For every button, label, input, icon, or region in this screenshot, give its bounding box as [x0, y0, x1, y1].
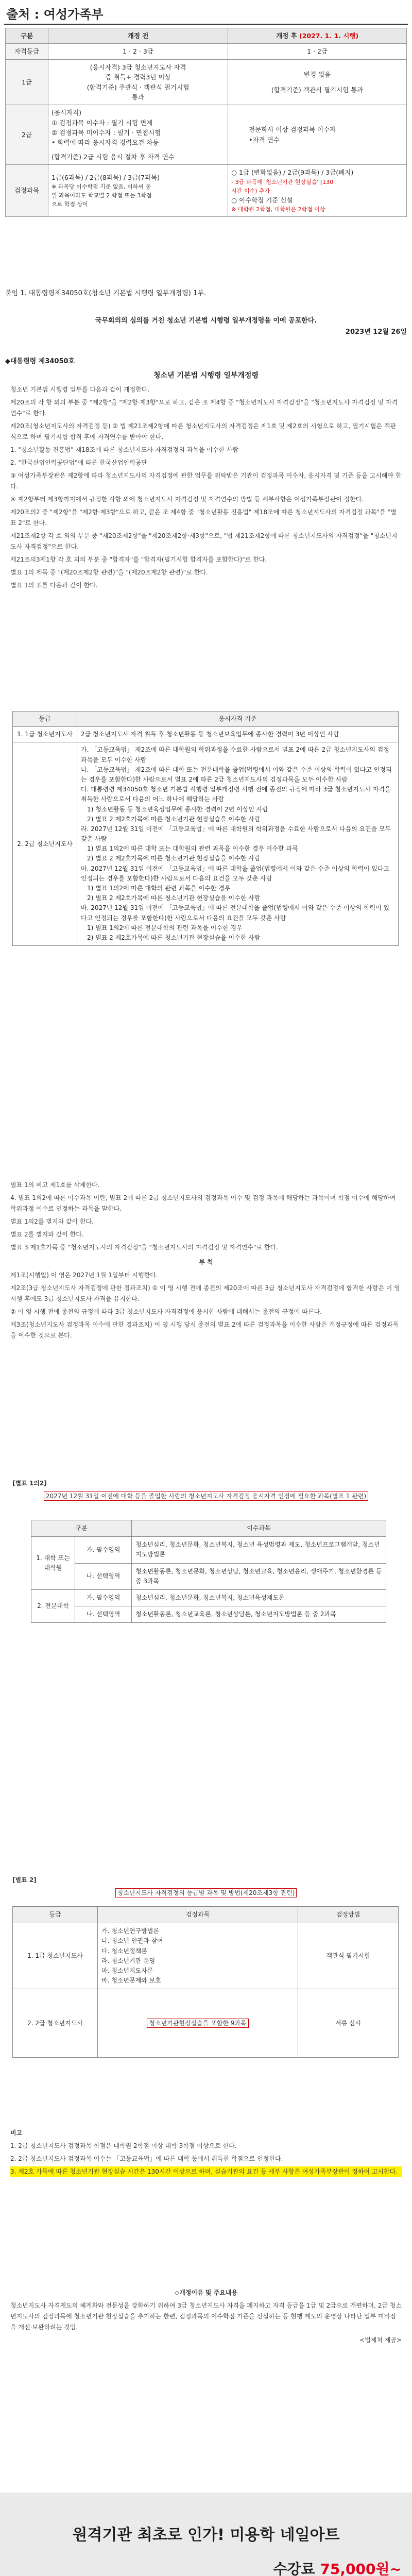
row-new: ○ 1급 (변화없음) / 2급(9과목) / 3급(폐지) - 3급 과목에 '청소년기관 현장실습' (130 시간 이수) 추가 ○ 이수학점 기준 신설 ※ 대학원 2학점, 대학원은 2학점 이상 — [228, 165, 407, 217]
table3 — [12, 1906, 399, 2058]
grade-criteria: 2급 청소년지도사 자격 취득 후 청소년활동 등 청소년보육업무에 종사한 경력이 3년 이상인 사람 — [77, 727, 399, 742]
attachment-note: 붙임 1. 대통령령제34050호(청소년 기본법 시행령 일부개정령) 1부. — [5, 290, 206, 297]
col-group: 구분 — [31, 1520, 132, 1537]
row-new: 1 · 2급 — [228, 44, 407, 59]
method: 서류 심사 — [298, 1989, 399, 2058]
grade-criteria: 가. 「고등교육법」 제2조에 따른 대학원의 학위과정을 수료한 사람으로서 별표 2에 따른 2급 청소년지도사의 검정과목을 모두 이수한 사람 나. 「고등교육법」 제2조에 따른 대학 또는 전문대학을 졸업(법령에서 이와 같은 수준 이상의 학력이 있다고 인정되는 경우를 포함한다)한 사람으로서 별표 2에 따른 2급 청소년지도사의 검정과목을 모두 이수한 사람 다. 대통령령 제34050호 청소년 기본법 시행령 일부개정령 시행 전에 종전의 규정에 따라 3급 청소년지도사 자격을 취득한 사람으로서 다음의 어느 하나에 해당하는 사람 1) 청소년활동 등 청소년육성업무에 종사한 경력이 2년 이상인 사람 2) 별표 2 제2호가목에 따른 청소년기관 현장실습을 이수한 사람 라. 2027년 12월 31일 이전에 「고등교육법」에 따른 대학원의 학위과정을 수료한 사람으로서 다음의 요건을 모두 갖춘 사람 1) 별표 1의2에 따른 대학 또는 대학원의 관련 과목을 이수한 경우 이수한 과목 2) 별표 2 제2호가목에 따른 청소년기관 현장실습을 이수한 사람 마. 2027년 12월 31일 이전에 「고등교육법」에 따른 대학을 졸업(법령에서 이와 같은 수준 이상의 학력이 있다고 인정되는 경우를 포함한다)한 사람으로서 다음의 요건을 모두 갖춘 사람 1) 별표 1의2에 따른 대학의 관련 과목을 이수한 경우 2) 별표 2 제2호가목에 따른 청소년기관 현장실습을 이수한 사람 바. 2027년 12월 31일 이전에 「고등교육법」에 따른 전문대학을 졸업(법령에서 이와 같은 수준 이상의 학력이 있다고 인정되는 경우를 포함한다)한 사람으로서 다음의 요건을 모두 갖춘 사람 1) 별표 1의2에 따른 전문대학의 관련 과목을 이수한 경우 2) 별표 2 제2호가목에 따른 청소년기관 현장실습을 이수한 사람 — [77, 742, 399, 946]
remarks: 비고 1. 2급 청소년지도사 검정과목 학점은 대학원 2학점 이상 대학 3학점 이상으로 한다. 2. 2급 청소년지도사 검정과목 이수는 「고등교육법」에 따른 대학 등에서 취득한 학점으로 인정한다. 3. 제2호 가목에 따른 청소년기관 현장실습 시간은 130시간 이상으로 하며, 실습기관의 요건 등 세부 사항은 여성가족부장관이 정하여 고시한다. — [10, 2128, 402, 2179]
subject-list: 가. 청소년연구방법론 나. 청소년 인권과 참여 다. 청소년정책론 라. 청소년기관 운영 마. 청소년지도자론 바. 청소년문제와 보호 — [98, 1923, 298, 1989]
col-new: 개정 후 (2027. 1. 1. 시행) — [228, 28, 407, 44]
group-label: 2. 전문대학 — [31, 1589, 75, 1622]
subject-list: 청소년심리, 청소년문화, 청소년복지, 청소년육성제도론 — [132, 1589, 386, 1606]
row-old: (응시자격) ① 검정과목 이수자 : 필기 시험 면제 ② 검정과목 미이수자 : 필기 · 면접시험 • 학력에 따라 응시자격 경력요건 차등 (합격기준) 2급 시험 응시 절차 후 자격 연수 — [48, 105, 228, 165]
table3-label: [별표 2] — [12, 1876, 37, 1884]
row-new: 전문학사 이상 검정과목 이수자 •자격 연수 — [228, 105, 407, 165]
row-new: 변경 없음 (합격기준) 객관식 필기시험 통과 — [228, 59, 407, 105]
reason-title: ◇개정이유 및 주요내용 — [175, 2289, 237, 2296]
appendix1-table — [12, 711, 399, 946]
col-category: 구분 — [6, 28, 48, 44]
row-cat: 1급 — [6, 59, 48, 105]
col-old: 개정 전 — [48, 28, 228, 44]
new-date: (2027. 1. 1. 시행) — [299, 32, 359, 40]
ad-title[interactable]: 원격기관 최초로 인가! 미용학 네일아트 — [72, 2526, 340, 2544]
reason-section: ◇개정이유 및 주요내용 청소년지도사 자격제도의 체계화와 전문성을 강화하기 위하여 3급 청소년지도사 자격을 폐지하고 자격 등급을 1급 및 2급으로 개편하며, 2급 청소년지도사의 검정과목에 청소년기관 현장실습을 추가하는 한편, 검정과목의 이수학점 기준을 신설하는 등 현행 제도의 운영상 나타난 일부 미비점을 개선·보완하려는 것임. <법제처 제공> — [10, 2287, 402, 2348]
method: 객관식 필기시험 — [298, 1923, 399, 1989]
row-old: (응시자격) 3급 청소년지도사 자격 증 취득+ 경력3년 이상 (합격기준) 주관식 · 객관식 필기시험 통과 — [48, 59, 228, 105]
col-method: 검정방법 — [298, 1907, 399, 1923]
row-old: 1급(6과목) / 2급(8과목) / 3급(7과목) ※ 과목당 이수학점 기준 없음, 이하씨 동 일 과목이라도 학교별 2 학점 또는 3학점 으로 학점 상이 — [48, 165, 228, 217]
col-subjects: 검정과목 — [98, 1907, 298, 1923]
row-old: 1 · 2 · 3급 — [48, 44, 228, 59]
announce-date: 2023년 12월 26일 — [345, 328, 407, 336]
col-grade: 등급 — [13, 1907, 98, 1923]
grade-label: 2. 2급 청소년지도사 — [13, 742, 77, 946]
group-label: 1. 대학 또는 대학원 — [31, 1537, 75, 1590]
subject-list: 청소년기관현장실습을 포함한 9과목 — [98, 1989, 298, 2058]
supplement-title: 부 칙 — [199, 1259, 213, 1266]
grade-label: 1. 1급 청소년지도사 — [13, 727, 77, 742]
after-appendix: 별표 1의 비고 제1호를 삭제한다. 4. 별표 1의2에 따른 이수과목 이란, 별표 2에 따른 2급 청소년지도사의 검정과목 이수 및 검정 과목에 해당하는 과목이며 학점 이수에 해당하여 학위과정 이수로 인정하는 과목을 말한다. 별표 1의2를 별지와 같이 한다. 별표 2를 별지와 같이 한다. 별표 3 제1호가목 중 "청소년지도사의 자격검정"을 "청소년지도사의 자격검정 및 자격연수"로 한다. 부 칙 제1조(시행일) 이 영은 2027년 1월 1일부터 시행한다. 제2조(3급 청소년지도사 자격검정에 관한 경과조치) ① 이 영 시행 전에 종전의 제20조에 따른 3급 청소년지도사 자격검정에 합격한 사람은 이 영 시행 후에도 3급 청소년지도사 자격을 유지한다. ② 이 영 시행 전에 종전의 규정에 따라 3급 청소년지도사 자격검정에 응시한 사람에 대해서는 종전의 규정에 따른다. 제3조(청소년지도사 검정과목 이수에 관한 경과조치) 이 영 시행 당시 종전의 별표 2에 따른 검정과목을 이수한 사람은 개정규정에 따른 검정과목을 이수한 것으로 본다. — [10, 1180, 402, 1343]
sub-label: 나. 선택영역 — [75, 1606, 132, 1623]
table2-label: [별표 1의2] — [12, 1480, 47, 1487]
decree-body: 청소년 기본법 시행령 일부를 다음과 같이 개정한다. 제20조의 각 항 외의 부분 중 "제2항"을 "제2항·제3항"으로 하고, 같은 조 제4항 중 "청소년지도사 자격검정"을 "청소년지도사 자격검정 및 자격연수"로 한다. 제20조(청소년지도사의 자격검정 등) ② 법 제21조제2항에 따른 청소년지도사의 자격검정은 제1호 및 제2호의 시험으로 하고, 필기시험은 객관식으로 하며 필기시험 합격 후에 자격연수를 받아야 한다. 1. "청소년활동 진흥법" 제18조에 따른 청소년지도사 자격검정의 과목을 이수한 사람 2. "한국산업인력공단법"에 따른 한국산업인력공단 ③ 여성가족부장관은 제2항에 따라 청소년지도사의 자격검정에 관한 업무를 위탁받은 기관이 검정과목 이수자, 응시자격 및 기준 등을 고시해야 한다. ④ 제2항부터 제3항까지에서 규정한 사항 외에 청소년지도사 자격검정 및 자격연수의 방법 등 세부사항은 여성가족부장관이 정한다. 제20조의2 중 "제2항"을 "제2항·제3항"으로 하고, 같은 조 제4항 중 "청소년활동 진흥법" 제18조에 따른 청소년지도사의 자격검정 과목"을 "별표 2"로 한다. 제21조제2항 각 호 외의 부분 중 "제20조제2항"을 "제20조제2항·제3항"으로, "법 제21조제2항에 따른 청소년지도사의 자격검정"을 "청소년지도사 자격검정"으로 한다. 제21조의3제1항 각 호 외의 부분 중 "합격자"를 "합격자(필기시험 합격자를 포함한다)"로 한다. 별표 1의 제목 중 "(제20조제2항 관련)"을 "(제20조제2항 관련)"로 한다. 별표 1의 표를 다음과 같이 한다. — [10, 386, 402, 589]
col-subjects: 이수과목 — [132, 1520, 386, 1537]
sub-label: 나. 선택영역 — [75, 1563, 132, 1589]
subject-list: 청소년활동론, 청소년문화, 청소년상담, 청소년교육, 청소년윤리, 생애주기, 청소년환경론 등 중 3과목 — [132, 1563, 386, 1589]
announce-line: 국무회의의 심의를 거친 청소년 기본법 시행령 일부개정령을 이에 공포한다. — [95, 317, 317, 325]
sub-label: 가. 필수영역 — [75, 1537, 132, 1563]
col-criteria: 응시자격 기준 — [77, 711, 399, 727]
row-cat: 검정과목 — [6, 165, 48, 217]
sub-label: 가. 필수영역 — [75, 1589, 132, 1606]
law-title: 청소년 기본법 시행령 일부개정령 — [153, 371, 259, 380]
col-grade: 등급 — [13, 711, 77, 727]
grade-label: 1. 1급 청소년지도사 — [13, 1923, 98, 1989]
source-label: 출처 : 여성가족부 — [6, 7, 104, 22]
grade-label: 2. 2급 청소년지도사 — [13, 1989, 98, 2058]
table2 — [31, 1520, 386, 1623]
decree-number: ◆대통령령 제34050호 — [5, 358, 75, 365]
row-cat: 자격등급 — [6, 44, 48, 59]
divider — [4, 24, 408, 25]
announcement — [5, 315, 407, 338]
ad-price[interactable]: 수강료 75,000원~ — [273, 2561, 402, 2576]
table3-caption: 청소년지도사 자격검정의 등급별 과목 및 방법(제20조제3항 관련) — [0, 1888, 412, 1897]
subject-list: 청소년심리, 청소년문화, 청소년복지, 청소년 육성법령과 제도, 청소년프로그램개발, 청소년지도방법론 — [132, 1537, 386, 1563]
comparison-table — [5, 28, 407, 217]
subject-list: 청소년활동론, 청소년교육론, 청소년상담론, 청소년지도방법론 등 중 2과목 — [132, 1606, 386, 1623]
row-cat: 2급 — [6, 105, 48, 165]
table2-caption: 2027년 12월 31일 이전에 대학 등을 졸업한 사람의 청소년지도사 자격검정 응시자격 인정에 필요한 과목(별표 1 관련) — [0, 1492, 412, 1500]
